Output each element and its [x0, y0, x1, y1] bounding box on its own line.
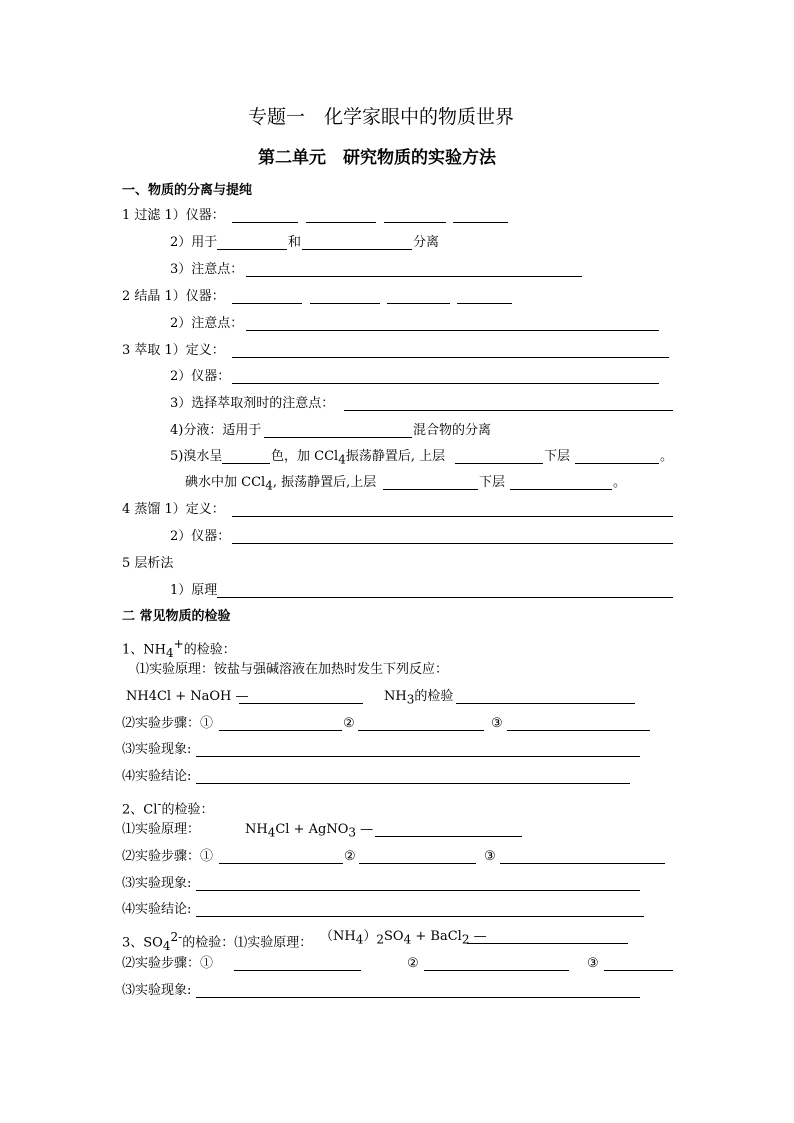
ammonium-equation: NH4Cl + NaOH — [126, 689, 249, 704]
chloride-principle-label: ⑴实验原理： [122, 822, 201, 837]
chloride-equation: $NH_4Cl$ + AgNO$_3$ — [245, 822, 374, 840]
chloride-conclusion-label: ⑷实验结论: [122, 902, 192, 917]
bromine-lower-layer-blank[interactable] [575, 463, 659, 464]
crystallization-instrument-blank-3[interactable] [387, 303, 450, 304]
section-heading-detection: 二 常见物质的检验 [122, 609, 231, 624]
filtration-notes-blank[interactable] [246, 276, 582, 277]
ammonium-phenomenon-blank[interactable] [196, 756, 640, 757]
iodine-lower-label: 下层 [479, 475, 506, 490]
sulfate-step-1-blank[interactable] [234, 970, 361, 971]
bromine-period: 。 [660, 449, 674, 464]
sulfate-step-2-blank[interactable] [424, 970, 569, 971]
chloride-steps-label: ⑵实验步骤：① [122, 849, 214, 864]
filtration-instrument-blank-1[interactable] [232, 222, 298, 223]
ammonium-step-3-marker: ③ [491, 716, 503, 731]
filtration-instrument-blank-3[interactable] [384, 222, 446, 223]
filtration-instrument-blank-2[interactable] [306, 222, 376, 223]
filtration-use-prefix: 2）用于 [170, 235, 218, 250]
filtration-instrument-blank-4[interactable] [453, 222, 508, 223]
sulfate-step-3-blank[interactable] [604, 970, 673, 971]
nh3-test-blank[interactable] [456, 703, 635, 704]
chloride-step-2-marker: ② [344, 849, 356, 864]
distillation-definition-label: 4 蒸馏 1）定义： [122, 502, 225, 517]
nh3-test-label: $NH_3$的检验 [384, 689, 454, 707]
extraction-solvent-notes-blank[interactable] [344, 410, 673, 411]
bromine-lower-label: 下层 [544, 449, 571, 464]
chromatography-principle-blank[interactable] [217, 597, 673, 598]
sulfate-steps-label: ⑵实验步骤：① [122, 956, 214, 971]
filtration-instruments-label: 1 过滤 1）仪器： [122, 208, 225, 223]
crystallization-notes-blank[interactable] [246, 330, 659, 331]
ammonium-conclusion-blank[interactable] [196, 783, 630, 784]
filtration-notes-label: 3）注意点： [170, 262, 244, 277]
chloride-equation-blank[interactable] [375, 836, 522, 837]
section-heading-separation: 一、物质的分离与提纯 [122, 183, 253, 198]
iodine-period: 。 [613, 475, 627, 490]
ammonium-step-2-blank[interactable] [358, 730, 484, 731]
sulfate-step-2-marker: ② [407, 956, 419, 971]
chloride-test-title: 2、Cl-的检验： [122, 797, 214, 818]
separation-mixture-blank[interactable] [264, 437, 412, 438]
extraction-instruments-label: 2）仪器： [170, 369, 231, 384]
ammonium-conclusion-label: ⑷实验结论: [122, 769, 192, 784]
sulfate-step-3-marker: ③ [587, 956, 599, 971]
crystallization-instruments-label: 2 结晶 1）仪器： [122, 289, 225, 304]
page-title: 专题一 化学家眼中的物质世界 [248, 106, 515, 128]
ammonium-principle: ⑴实验原理：铵盐与强碱溶液在加热时发生下列反应： [136, 662, 449, 677]
chloride-step-3-marker: ③ [484, 849, 496, 864]
iodine-water-text: 碘水中加 CCl$_4$, 振荡静置后,上层 [185, 475, 377, 493]
ammonium-equation-blank[interactable] [239, 703, 363, 704]
crystallization-instrument-blank-2[interactable] [310, 303, 380, 304]
chloride-step-1-blank[interactable] [219, 863, 343, 864]
filtration-use-blank-1[interactable] [217, 249, 287, 250]
crystallization-notes-label: 2）注意点： [170, 316, 244, 331]
sulfate-equation: $(NH_4)_2SO_4$ + BaCl$_2$ — [320, 929, 487, 947]
ammonium-step-2-marker: ② [343, 716, 355, 731]
distillation-instruments-label: 2）仪器： [170, 529, 231, 544]
chloride-step-2-blank[interactable] [359, 863, 476, 864]
ammonium-step-3-blank[interactable] [507, 730, 650, 731]
separation-suffix: 混合物的分离 [413, 423, 492, 438]
separation-prefix: 4)分液：适用于 [170, 423, 262, 438]
ammonium-test-title: 1、$NH_4^+$的检验： [122, 637, 236, 660]
chromatography-label: 5 层析法 [122, 556, 174, 571]
crystallization-instrument-blank-4[interactable] [457, 303, 512, 304]
ammonium-phenomenon-label: ⑶实验现象: [122, 742, 192, 757]
crystallization-instrument-blank-1[interactable] [232, 303, 302, 304]
sulfate-test-title: 3、$SO_4^{2-}$的检验：⑴实验原理： [122, 930, 313, 953]
extraction-instruments-blank[interactable] [232, 383, 659, 384]
extraction-solvent-notes-label: 3）选择萃取剂时的注意点： [170, 396, 335, 411]
filtration-use-mid: 和 [288, 235, 302, 250]
iodine-lower-layer-blank[interactable] [510, 489, 612, 490]
page-subtitle: 第二单元 研究物质的实验方法 [258, 148, 496, 168]
extraction-definition-blank[interactable] [232, 357, 669, 358]
chromatography-principle-label: 1）原理 [170, 583, 218, 598]
sulfate-equation-blank[interactable] [467, 943, 628, 944]
bromine-color-blank[interactable] [222, 463, 270, 464]
extraction-definition-label: 3 萃取 1）定义： [122, 343, 225, 358]
distillation-instruments-blank[interactable] [232, 543, 673, 544]
bromine-upper-layer-blank[interactable] [455, 463, 543, 464]
filtration-use-blank-2[interactable] [302, 249, 412, 250]
chloride-phenomenon-label: ⑶实验现象: [122, 876, 192, 891]
filtration-use-suffix: 分离 [413, 235, 440, 250]
sulfate-phenomenon-label: ⑶实验现象: [122, 983, 192, 998]
bromine-water-prefix: 5)溴水呈 [170, 449, 223, 464]
bromine-water-text: 色，加 CCl$_4$振荡静置后, 上层 [271, 449, 446, 467]
ammonium-steps-label: ⑵实验步骤：① [122, 716, 214, 731]
chloride-conclusion-blank[interactable] [196, 916, 644, 917]
chloride-step-3-blank[interactable] [500, 863, 665, 864]
chloride-phenomenon-blank[interactable] [196, 890, 640, 891]
ammonium-step-1-blank[interactable] [219, 730, 342, 731]
iodine-upper-layer-blank[interactable] [383, 489, 478, 490]
sulfate-phenomenon-blank[interactable] [196, 997, 640, 998]
distillation-definition-blank[interactable] [232, 516, 673, 517]
